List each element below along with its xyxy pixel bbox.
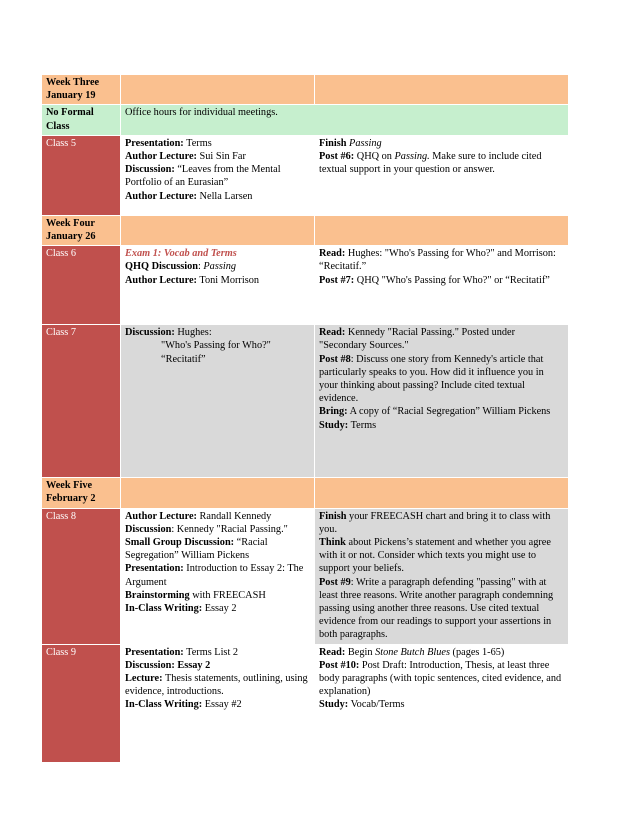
week-four-row [42, 215, 569, 245]
office-hours-text: Office hours for individual meetings. [121, 105, 569, 135]
class-6-row [42, 246, 569, 325]
row-label: No Formal Class [42, 105, 121, 135]
class-5-row [42, 135, 569, 215]
schedule-table [41, 74, 569, 763]
class-5-homework: Finish Passing Post #6: QHQ on Passing. Make sure to include cited textual support in your question or answer. [315, 135, 569, 215]
week-label: Week Five February 2 [42, 478, 121, 508]
class-9-activities: Presentation: Terms List 2 Discussion: Essay 2 Lecture: Thesis statements, outlining, using evidence, introductions. In-Class Writing: Essay #2 [121, 644, 315, 762]
class-label: Class 5 [42, 135, 121, 215]
class-5-activities: Presentation: Terms Author Lecture: Sui Sin Far Discussion: “Leaves from the Mental Portfolio of an Eurasian” Author Lecture: Nella Larsen [121, 135, 315, 215]
class-8-homework: Finish your FREECASH chart and bring it to class with you. Think about Pickens’s statement and whether you agree with it or not. Consider which texts you might use to support your beliefs. Post #9: Write a paragraph defending "passing" with at least three reasons. Write another paragraph condemning passing using another three reasons. Use cited textual evidence from our readings to support your assertions in both paragraphs. [315, 508, 569, 644]
week-three-row [42, 75, 569, 105]
class-7-homework: Read: Kennedy "Racial Passing." Posted under "Secondary Sources." Post #8: Discuss one story from Kennedy's article that particularly speaks to you. How did it influence you in your thinking about passing? Include cited textual evidence. Bring: A copy of “Racial Segregation” William Pickens Study: Terms [315, 325, 569, 478]
class-8-activities: Author Lecture: Randall Kennedy Discussion: Kennedy "Racial Passing." Small Group Discussion: “Racial Segregation” William Pickens Presentation: Introduction to Essay 2: The Argument Brainstorming with FREECASH In-Class Writing: Essay 2 [121, 508, 315, 644]
class-8-row [42, 508, 569, 644]
class-label: Class 7 [42, 325, 121, 478]
no-formal-class-row [42, 105, 569, 135]
class-label: Class 6 [42, 246, 121, 325]
class-9-homework: Read: Begin Stone Butch Blues (pages 1-65) Post #10: Post Draft: Introduction, Thesis, at least three body paragraphs (with topic sentences, cited evidence, and explanation) Study: Vocab/Terms [315, 644, 569, 762]
week-five-row [42, 478, 569, 508]
class-label: Class 8 [42, 508, 121, 644]
week-label: Week Four January 26 [42, 215, 121, 245]
class-6-activities: Exam 1: Vocab and Terms QHQ Discussion: Passing Author Lecture: Toni Morrison [121, 246, 315, 325]
week-label: Week Three January 19 [42, 75, 121, 105]
class-9-row [42, 644, 569, 762]
class-7-activities: Discussion: Hughes: "Who's Passing for Who?" “Recitatif” [121, 325, 315, 478]
class-label: Class 9 [42, 644, 121, 762]
class-7-row [42, 325, 569, 478]
class-6-homework: Read: Hughes: "Who's Passing for Who?" and Morrison: “Recitatif.” Post #7: QHQ "Who's Passing for Who?" or “Recitatif” [315, 246, 569, 325]
